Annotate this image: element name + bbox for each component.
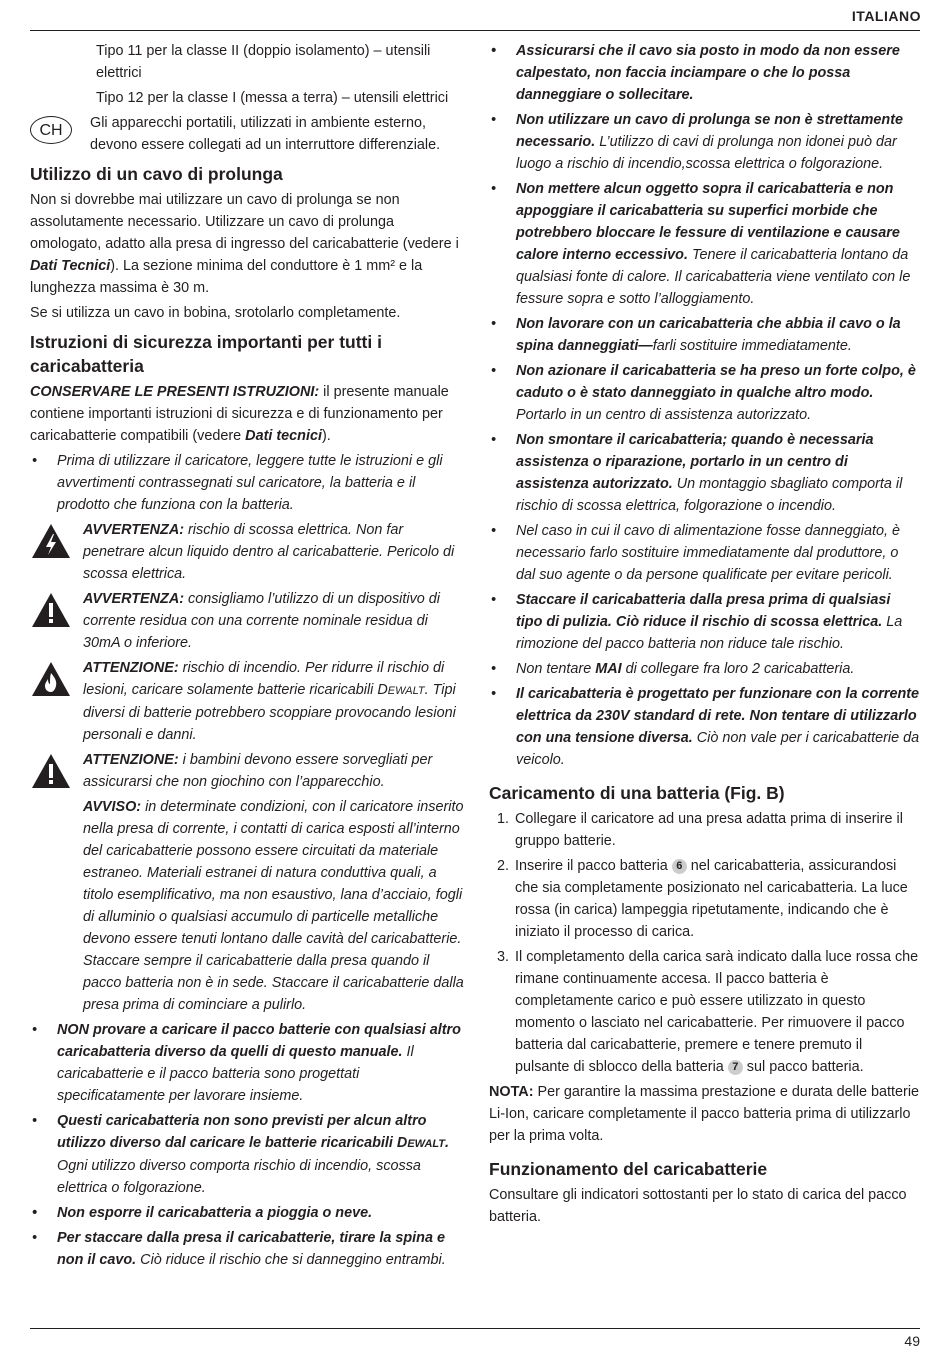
battery-pack-callout-icon: 6 (672, 859, 687, 874)
fire-warning-icon (30, 659, 72, 699)
bullet-voltage: • Il caricabatteria è progettato per funzionare con la corrente elettrica da 230V standard di rete. Non tentare di utilizzarlo con una tensione diversa. Ciò non vale per i caricabatterie da veicolo. (489, 683, 920, 771)
bullet-read-instructions: • Prima di utilizzare il caricatore, leggere tutte le istruzioni e gli avvertimenti contrassegnati sul caricatore, la batteria e il prodotto che funziona con la batteria. (30, 450, 464, 516)
heading-charging: Caricamento di una batteria (Fig. B) (489, 783, 785, 803)
bullet-two-chargers: • Non tentare MAI di collegare fra loro 2 caricabatteria. (489, 658, 920, 680)
ch-country-icon: CH (30, 116, 72, 144)
tipo-12-text: Tipo 12 per la classe I (messa a terra) – utensili elettrici (96, 90, 449, 106)
charging-step-1: 1. Collegare il caricatore ad una presa adatta prima di inserire il gruppo batterie. (497, 811, 903, 849)
heading-charger-operation: Funzionamento del caricabatterie (489, 1159, 768, 1179)
exclamation-warning-icon (30, 590, 72, 630)
warning-residual-current: AVVERTENZA: consigliamo l’utilizzo di un dispositivo di corrente residua con una corrente nominale residua di 30mA o inferiore. (30, 588, 464, 654)
charging-step-3: 3. Il completamento della carica sarà indicato dalla luce rossa che rimane continuamente accesa. Il pacco batteria è completamente carico e può essere utilizzato in questo momento o lasciato nel caricabatterie. Per rimuovere il pacco batteria dal caricabatterie, premere e tenere premuto il pulsante di sblocco della batteria 7 sul pacco batteria. (497, 949, 919, 1075)
bullet-dropped-charger: • Non azionare il caricabatteria se ha preso un forte colpo, è caduto o è stato danneggiato in qualche altro modo. Portarlo in un centro di assistenza autorizzato. (489, 360, 920, 426)
charging-step-2: 2. Inserire il pacco batteria 6 nel caricabatteria, assicurandosi che sia completamente posizionato nel caricabatteria. La luce rossa (in carica) lampeggia ripetutamente, indicando che è iniziato il processo di carica. (497, 858, 908, 940)
extension-reel-paragraph: Se si utilizza un cavo in bobina, srotolarlo completamente. (30, 305, 401, 321)
exclamation-warning-icon (30, 751, 72, 791)
bullet-rain-snow: • Non esporre il caricabatteria a pioggia o neve. (30, 1202, 464, 1224)
heading-safety-instructions: Istruzioni di sicurezza importanti per tutti i caricabatteria (30, 332, 382, 376)
bullet-damaged-cord: • Non lavorare con un caricabatteria che abbia il cavo o la spina danneggiati—farli sostituire immediatamente. (489, 313, 920, 357)
heading-extension-cord: Utilizzo di un cavo di prolunga (30, 164, 283, 184)
warning-electric-shock: AVVERTENZA: rischio di scossa elettrica. Non far penetrare alcun liquido dentro al caricabatterie. Pericolo di scossa elettrica. (30, 519, 464, 585)
bullet-unplug: • Per staccare dalla presa il caricabatterie, tirare la spina e non il cavo. Ciò riduce il rischio che si danneggino entrambi. (30, 1227, 464, 1271)
release-button-callout-icon: 7 (728, 1060, 743, 1075)
extension-paragraph: Non si dovrebbe mai utilizzare un cavo di prolunga se non assolutamente necessario. Utilizzare un cavo di prolunga omologato, adatto alla presa di ingresso del caricabatterie (vedere i Dati Tecnici). La sezione minima del conduttore è 1 mm² e la lunghezza massima è 30 m. (30, 192, 459, 296)
page-number: 49 (904, 1333, 920, 1349)
section-header: ITALIANO (851, 8, 921, 24)
notice-foreign-material: AVVISO: in determinate condizioni, con il caricatore inserito nella presa di corrente, i contatti di carica esposti all’interno del caricabatterie possono essere circuitati da materiale estraneo. Materiali estranei di natura conduttiva quali, a titolo esemplificativo, ma non esaustivo, lana d’acciaio, fogli di alluminio o qualsiasi accumulo di particelle metalliche devono essere tenuti lontano dalle cavità del caricabatterie. Staccare sempre il caricabatterie dalla presa quando il pacco batteria non è in sede. Staccare il caricabatterie dalla presa prima di cominciare a pulirlo. (83, 799, 464, 1013)
electric-shock-warning-icon (30, 521, 72, 561)
bullet-cord-replacement: • Nel caso in cui il cavo di alimentazione fosse danneggiato, è necessario farlo sostituire immediatamente dal produttore, o dal suo agente o da persone qualificate per evitare pericoli. (489, 520, 920, 586)
bullet-extension-cord: • Non utilizzare un cavo di prolunga se non è strettamente necessario. L’utilizzo di cavi di prolunga non idonei può dar luogo a rischio di incendio,scossa elettrica o folgorazione. (489, 109, 920, 175)
bullet-ventilation: • Non mettere alcun oggetto sopra il caricabatteria e non appoggiare il caricabatteria su superfici morbide che potrebbero bloccare le fessure di ventilazione e causare calore interno eccessivo. Tenere il caricabatteria lontano da qualsiasi fonte di calore. Il caricabatteria viene ventilato con le fessure sopra e sotto l’alloggiamento. (489, 178, 920, 310)
footer-rule (30, 1328, 920, 1329)
charger-operation-paragraph: Consultare gli indicatori sottostanti per lo stato di carica del pacco batteria. (489, 1187, 907, 1225)
save-instructions-paragraph: CONSERVARE LE PRESENTI ISTRUZIONI: il presente manuale contiene importanti istruzioni di sicurezza e di funzionamento per caricabatterie compatibili (vedere Dati tecnici). (30, 384, 449, 444)
ch-notice (30, 112, 464, 156)
bullet-intended-use: • Questi caricabatteria non sono previsti per alcun altro utilizzo diverso dal caricare le batterie ricaricabili DEWALT. Ogni utilizzo diverso comporta rischio di incendio, scossa elettrica o folgorazione. (30, 1110, 464, 1199)
bullet-cord-placement: • Assicurarsi che il cavo sia posto in modo da non essere calpestato, non faccia inciampare o che lo possa danneggiare o sollecitare. (489, 40, 920, 106)
ch-notice-text: Gli apparecchi portatili, utilizzati in ambiente esterno, devono essere collegati ad un interruttore differenziale. (90, 115, 441, 153)
header-rule (30, 30, 920, 31)
caution-children: ATTENZIONE: i bambini devono essere sorvegliati per assicurarsi che non giochino con l’apparecchio. (30, 749, 464, 793)
right-column (489, 40, 920, 1231)
note-paragraph: NOTA: Per garantire la massima prestazione e durata delle batterie Li-Ion, caricare completamente il pacco batteria prima di utilizzarlo per la prima volta. (489, 1084, 920, 1144)
caution-fire: ATTENZIONE: rischio di incendio. Per ridurre il rischio di lesioni, caricare solamente batterie ricaricabili DEWALT. Tipi diversi di batterie potrebbero scoppiare provocando lesioni personali e danni. (30, 657, 464, 746)
tipo-11-text: Tipo 11 per la classe II (doppio isolamento) – utensili elettrici (96, 43, 431, 81)
bullet-unplug-cleaning: • Staccare il caricabatteria dalla presa prima di qualsiasi tipo di pulizia. Ciò riduce il rischio di scossa elettrica. La rimozione del pacco batteria non riduce tale rischio. (489, 589, 920, 655)
bullet-compatible-only: • NON provare a caricare il pacco batterie con qualsiasi altro caricabatteria diverso da quelli di questo manuale. Il caricabatterie e il pacco batteria sono progettati specificatamente per lavorare insieme. (30, 1019, 464, 1107)
left-column (30, 40, 464, 1274)
bullet-disassembly: • Non smontare il caricabatteria; quando è necessaria assistenza o riparazione, portarlo in un centro di assistenza autorizzato. Un montaggio sbagliato comporta il rischio di scossa elettrica, folgorazione o incendio. (489, 429, 920, 517)
